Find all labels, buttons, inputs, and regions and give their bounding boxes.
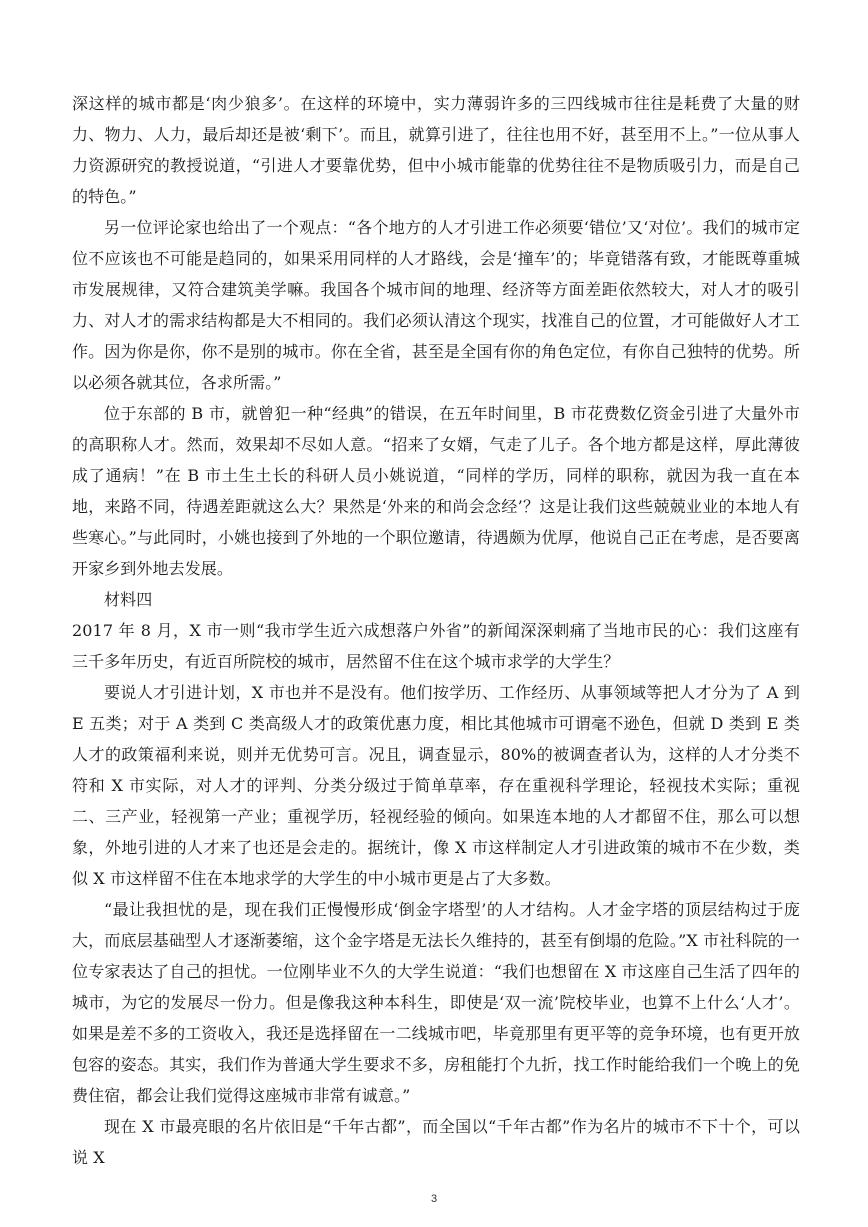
- paragraph-news-2017: 2017 年 8 月，X 市一则“我市学生近六成想落户外省”的新闻深深刺痛了当地市民的心：我们这座有三千多年历史，有近百所院校的城市，居然留不住在这个城市求学的大学生？: [72, 621, 800, 671]
- section-heading-material-four: 材料四: [104, 590, 153, 609]
- document-body: [72, 88, 800, 1173]
- page-number: 3: [430, 1193, 438, 1205]
- paragraph-commentator-view: 另一位评论家也给出了一个观点：“各个地方的人才引进工作必须要‘错位’又‘对位’。我们的城市定位不应该也不可能是趋同的，如果采用同样的人才路线，会是‘撞车’的；毕竟错落有致，才能既尊重城市发展规律，又符合建筑美学嘛。我国各个城市间的地理、经济等方面差距依然较大，对人才的吸引力、对人才的需求结构都是大不相同的。我们必须认清这个现实，找准自己的位置，才可能做好人才工作。因为你是你，你不是别的城市。你在全省，甚至是全国有你的角色定位，有你自己独特的优势。所以必须各就其位，各求所需。”: [72, 218, 800, 392]
- paragraph-city-b: 位于东部的 B 市，就曾犯一种“经典”的错误，在五年时间里，B 市花费数亿资金引进了大量外市的高职称人才。然而，效果却不尽如人意。“招来了女婿，气走了儿子。各个地方都是这样，厚此薄彼成了通病！”在 B 市土生土长的科研人员小姚说道，“同样的学历，同样的职称，就因为我一直在本地，来路不同，待遇差距就这么大？果然是‘外来的和尚会念经’？这是让我们这些兢兢业业的本地人有些寒心。”与此同时，小姚也接到了外地的一个职位邀请，待遇颇为优厚，他说自己正在考虑，是否要离开家乡到外地去发展。: [72, 404, 800, 578]
- paragraph-continuation: 深这样的城市都是‘肉少狼多’。在这样的环境中，实力薄弱许多的三四线城市往往是耗费了大量的财力、物力、人力，最后却还是被‘剩下’。而且，就算引进了，往往也用不好，甚至用不上。”一位从事人力资源研究的教授说道，“引进人才要靠优势，但中小城市能靠的优势往往不是物质吸引力，而是自己的特色。”: [72, 94, 800, 206]
- paragraph-talent-plan: 要说人才引进计划，X 市也并不是没有。他们按学历、工作经历、从事领域等把人才分为了 A 到 E 五类；对于 A 类到 C 类高级人才的政策优惠力度，相比其他城市可谓毫不逊色，但就 D 类到 E 类人才的政策福利来说，则并无优势可言。况且，调查显示，80%的被调查者认为，这样的人才分类不符和 X 市实际，对人才的评判、分类分级过于简单草率，存在重视科学理论，轻视技术实际；重视二、三产业，轻视第一产业；重视学历，轻视经验的倾向。如果连本地的人才都留不住，那么可以想象，外地引进的人才来了也还是会走的。据统计，像 X 市这样制定人才引进政策的城市不在少数，类似 X 市这样留不住在本地求学的大学生的中小城市更是占了大多数。: [72, 683, 800, 888]
- paragraph-pyramid-concern: “最让我担忧的是，现在我们正慢慢形成‘倒金字塔型’的人才结构。人才金字塔的顶层结构过于庞大，而底层基础型人才逐渐萎缩，这个金字塔是无法长久维持的，甚至有倒塌的危险。”X 市社科院的一位专家表达了自己的担忧。一位刚毕业不久的大学生说道：“我们也想留在 X 市这座自己生活了四年的城市，为它的发展尽一份力。但是像我这种本科生，即使是‘双一流’院校毕业，也算不上什么‘人才’。如果是差不多的工资收入，我还是选择留在一二线城市吧，毕竟那里有更平等的竞争环境，也有更开放包容的姿态。其实，我们作为普通大学生要求不多，房租能打个九折，找工作时能给我们一个晚上的免费住宿，都会让我们觉得这座城市非常有诚意。”: [72, 900, 800, 1105]
- paragraph-city-card: 现在 X 市最亮眼的名片依旧是“千年古都”，而全国以“千年古都”作为名片的城市不下十个，可以说 X: [72, 1117, 800, 1167]
